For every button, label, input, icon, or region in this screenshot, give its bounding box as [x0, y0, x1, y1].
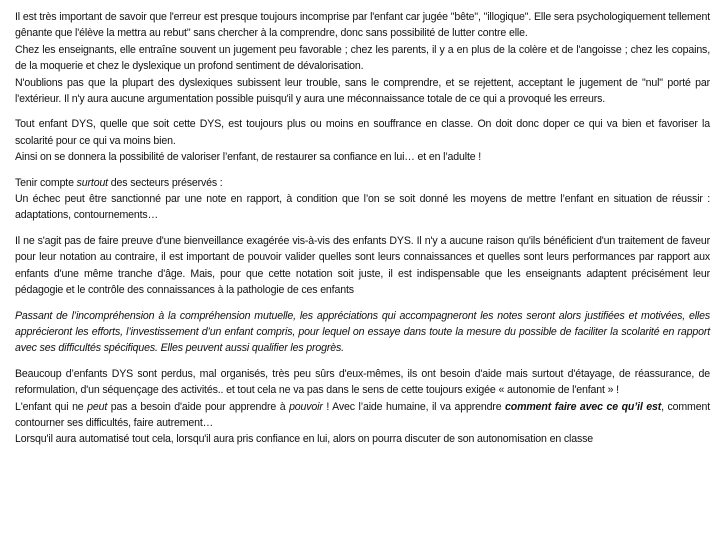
- paragraph: [15, 308, 710, 357]
- paragraph: [15, 431, 710, 447]
- text-section: [15, 116, 710, 165]
- text-run: Tenir compte: [15, 176, 77, 189]
- paragraph: [15, 75, 710, 108]
- text-run: L'enfant qui ne: [15, 400, 88, 413]
- text-run: des secteurs préservés :: [107, 176, 223, 189]
- text-section: [15, 233, 710, 299]
- paragraph: [15, 175, 710, 191]
- text-run: Chez les enseignants, elle entraîne souvent un jugement peu favorable ; chez les parents, il y a en plus de la colère et de l'angoisse ; chez les copains, de la moquerie et chez le dyslexique un profond sentiment de dévalorisation.: [15, 43, 710, 73]
- paragraph: [15, 399, 710, 432]
- text-run: Lorsqu'il aura automatisé tout cela, lorsqu'il aura pris confiance en lui, alors on pourra discuter de son autonomisation en classe: [15, 433, 593, 446]
- document-body: [15, 9, 710, 457]
- text-section: [15, 308, 710, 357]
- paragraph: [15, 9, 710, 42]
- text-run: Un échec peut être sanctionné par une note en rapport, à condition que l’on se soit donné les moyens de mettre l’enfant en situation de réussir : adaptations, contournements…: [15, 193, 710, 222]
- paragraph: [15, 366, 710, 399]
- text-run: Il ne s'agit pas de faire preuve d'une bienveillance exagérée vis-à-vis des enfants DYS. Il n'y a aucune raison qu'ils bénéficient d'un traitement de faveur pour leur notation au contraire, il est important de pouvoir valider quelles sont leurs connaissances et quelles sont leurs performances par rapport aux enfants d'une même tranche d'âge. Mais, pour que cette notation soit juste, il est indispensable que les enseignants adaptent précisément leur pédagogie et le contrôle des connaissances à la pathologie de ces enfants: [15, 234, 710, 297]
- emphasized-text: comment faire avec ce qu’il est: [505, 400, 662, 413]
- paragraph: [15, 42, 710, 75]
- text-run: pas a besoin d'aide pour apprendre à: [107, 400, 290, 413]
- italic-text: Passant de l’incompréhension à la compréhension mutuelle, les appréciations qui accompagneront les notes seront alors justifiées et motivées, elles apprécieront les efforts, l’investissement d’un enfant compris, pour lequel on essaye dans toute la mesure du possible de faciliter la scolarité en rapport avec ses difficultés spécifiques. Elles peuvent aussi qualifier les progrès.: [15, 309, 710, 355]
- text-run: Il est très important de savoir que l'erreur est presque toujours incomprise par l'enfant car jugée "bête", "illogique". Elle sera psychologiquement tellement gênante que l'élève la mettra au rebut" sans chercher à la comprendre, donc sans possibilité de lutter contre elle.: [15, 11, 710, 40]
- text-run: N'oublions pas que la plupart des dyslexiques subissent leur trouble, sans le comprendre, et se rejettent, acceptant le jugement de "nul" porté par l'extérieur. Il n'y aura aucune argumentation possible puisqu'il y aura une méconnaissance totale de ce qui a provoqué les erreurs.: [15, 76, 710, 106]
- italic-text: pouvoir: [289, 400, 323, 413]
- text-section: [15, 366, 710, 448]
- text-section: [15, 9, 710, 107]
- text-run: Ainsi on se donnera la possibilité de valoriser l’enfant, de restaurer sa confiance en lui… et en l’adulte !: [15, 151, 482, 164]
- text-run: Tout enfant DYS, quelle que soit cette DYS, est toujours plus ou moins en souffrance en classe. On doit donc doper ce qui va bien et favoriser la scolarité pour ce qui va moins bien.: [15, 118, 710, 147]
- italic-text: peut: [87, 400, 108, 413]
- text-section: [15, 175, 710, 224]
- text-run: , comment contourner ses difficultés, faire autrement…: [15, 400, 710, 429]
- paragraph: [15, 116, 710, 149]
- text-run: ! Avec l’aide humaine, il va apprendre: [322, 400, 506, 413]
- italic-text: surtout: [76, 176, 108, 189]
- paragraph: [15, 191, 710, 224]
- paragraph: [15, 233, 710, 299]
- text-run: Beaucoup d’enfants DYS sont perdus, mal organisés, très peu sûrs d'eux-mêmes, ils ont besoin d'aide mais surtout d'étayage, de réassurance, de reformulation, d'un séquençage des activités.. et tout cela ne va pas dans le sens de cette toujours exigée « autonomie de l'enfant » !: [15, 367, 710, 397]
- paragraph: [15, 149, 710, 165]
